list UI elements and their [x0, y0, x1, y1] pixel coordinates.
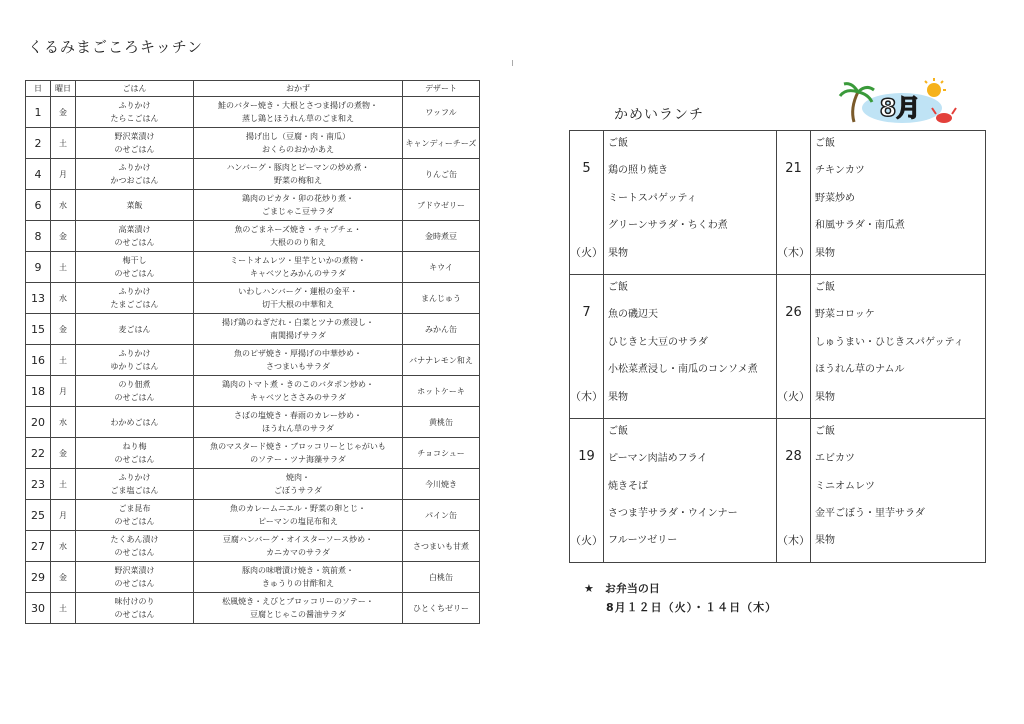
rice-line: かつおごはん	[110, 176, 159, 185]
lunch-weekday: （木）	[777, 533, 810, 547]
lunch-items-cell	[811, 131, 986, 275]
dessert-cell: パイン缶	[403, 500, 480, 531]
day-cell: 16	[26, 345, 51, 376]
table-row	[26, 190, 480, 221]
lunch-item: ミートスパゲッティ	[608, 192, 697, 204]
dish-cell	[194, 190, 403, 221]
dish-line: さばの塩焼き・春雨のカレー炒め・	[234, 411, 362, 420]
day-cell: 27	[26, 531, 51, 562]
dish-line: 鶏肉のピカタ・卯の花炒り煮・	[242, 194, 354, 203]
dessert-cell: みかん缶	[403, 314, 480, 345]
dish-line: ハンバーグ・豚肉とピーマンの炒め煮・	[226, 163, 370, 172]
dish-cell	[194, 562, 403, 593]
day-cell: 22	[26, 438, 51, 469]
rice-cell	[76, 438, 194, 469]
table-row	[26, 314, 480, 345]
day-cell: 18	[26, 376, 51, 407]
bento-day-dates: 8月１２日（火）・１４日（木）	[606, 601, 778, 614]
day-cell: 20	[26, 407, 51, 438]
weekday-cell: 土	[51, 345, 76, 376]
day-cell: 8	[26, 221, 51, 252]
column-header: デザート	[403, 81, 480, 97]
dish-cell	[194, 438, 403, 469]
lunch-item: 果物	[815, 391, 835, 403]
day-cell: 4	[26, 159, 51, 190]
lunch-table	[569, 130, 986, 563]
dessert-cell: 今川焼き	[403, 469, 480, 500]
rice-line: のせごはん	[114, 610, 155, 619]
dessert-cell: ブドウゼリー	[403, 190, 480, 221]
column-header: ごはん	[76, 81, 194, 97]
bento-day-heading: ★ お弁当の日	[584, 582, 660, 595]
rice-line: たらこごはん	[110, 114, 159, 123]
lunch-item: 果物	[608, 391, 628, 403]
weekday-cell: 金	[51, 221, 76, 252]
month-label: 8月	[879, 94, 921, 122]
rice-line: ふりかけ	[118, 349, 151, 358]
lunch-day-cell	[570, 131, 604, 275]
weekday-cell: 月	[51, 376, 76, 407]
dish-line: ミートオムレツ・里芋といかの煮物・	[230, 256, 366, 265]
rice-line: のせごはん	[114, 517, 155, 526]
table-row	[26, 221, 480, 252]
lunch-day-number: 26	[785, 304, 802, 320]
lunch-weekday: （火）	[777, 389, 810, 403]
day-cell: 29	[26, 562, 51, 593]
rice-line: 野沢菜漬け	[114, 566, 155, 575]
lunch-item: ご飯	[815, 138, 835, 149]
rice-cell	[76, 345, 194, 376]
lunch-items-cell	[604, 274, 777, 418]
lunch-item: 果物	[815, 535, 835, 547]
lunch-item: ご飯	[815, 281, 835, 293]
rice-line: 高菜漬け	[118, 225, 151, 234]
dish-line: 大根ののり和え	[270, 238, 326, 247]
rice-line: 菜飯	[126, 200, 143, 210]
day-cell: 15	[26, 314, 51, 345]
dish-line: 野菜の梅和え	[274, 176, 322, 185]
lunch-item: エビカツ	[815, 453, 855, 465]
dish-cell	[194, 593, 403, 624]
dish-line: 焼肉・	[286, 473, 310, 482]
day-cell: 13	[26, 283, 51, 314]
dish-cell	[194, 128, 403, 159]
dish-line: いわしハンバーグ・蓮根の金平・	[238, 287, 358, 296]
day-cell: 1	[26, 97, 51, 128]
rice-line: のせごはん	[114, 393, 155, 402]
lunch-day-cell	[570, 418, 604, 562]
lunch-row	[570, 131, 986, 275]
weekday-cell: 水	[51, 531, 76, 562]
lunch-item: ミニオムレツ	[815, 480, 875, 492]
lunch-item: ピーマン肉詰めフライ	[608, 453, 708, 465]
table-row	[26, 407, 480, 438]
lunch-item: ひじきと大豆のサラダ	[608, 336, 708, 348]
lunch-items-cell	[604, 418, 777, 562]
lunch-day-number: 5	[582, 161, 591, 176]
dish-cell	[194, 407, 403, 438]
menu-table	[25, 80, 480, 624]
weekday-cell: 水	[51, 407, 76, 438]
dish-line: 松風焼き・えびとブロッコリーのソテー・	[222, 597, 374, 606]
day-cell: 25	[26, 500, 51, 531]
rice-line: ふりかけ	[118, 473, 151, 482]
lunch-day-cell	[777, 418, 811, 562]
dish-line: キャベツとささみのサラダ	[250, 393, 346, 402]
dessert-cell: バナナレモン和え	[403, 345, 480, 376]
rice-line: のせごはん	[114, 269, 155, 278]
rice-line: ふりかけ	[118, 101, 151, 110]
lunch-item: 和風サラダ・南瓜煮	[815, 220, 905, 232]
lunch-item: 焼きそば	[608, 480, 648, 492]
rice-line: 梅干し	[122, 256, 147, 265]
lunch-title: かめいランチ	[614, 107, 704, 123]
rice-cell	[76, 376, 194, 407]
dish-line: 鮭のバター焼き・大根とさつま揚げの煮物・	[218, 101, 378, 110]
lunch-item: 果物	[608, 247, 628, 259]
weekday-cell: 土	[51, 593, 76, 624]
lunch-item: しゅうまい・ひじきスパゲッティ	[815, 336, 964, 348]
lunch-item: さつま芋サラダ・ウインナー	[608, 508, 738, 520]
dish-line: 豚肉の味噌漬け焼き・筑前煮・	[242, 566, 354, 575]
rice-line: たまごごはん	[110, 300, 159, 309]
lunch-weekday: （火）	[570, 245, 603, 259]
dish-line: ピーマンの塩昆布和え	[258, 517, 338, 526]
weekday-cell: 金	[51, 438, 76, 469]
rice-line: のせごはん	[114, 579, 155, 588]
rice-line: わかめごはん	[110, 417, 159, 427]
table-row	[26, 97, 480, 128]
table-row	[26, 531, 480, 562]
rice-line: ふりかけ	[118, 287, 151, 296]
lunch-item: ご飯	[608, 425, 628, 437]
weekday-cell: 土	[51, 469, 76, 500]
day-cell: 2	[26, 128, 51, 159]
rice-line: たくあん漬け	[110, 535, 159, 544]
rice-line: 味付けのり	[114, 597, 155, 606]
lunch-item: 金平ごぼう・里芋サラダ	[815, 508, 925, 520]
dessert-cell: キウイ	[403, 252, 480, 283]
dessert-cell: ワッフル	[403, 97, 480, 128]
dish-line: ごぼうサラダ	[274, 486, 322, 495]
lunch-item: 鶏の照り焼き	[608, 165, 668, 177]
dish-line: 豆腐ハンバーグ・オイスターソース炒め・	[222, 535, 374, 544]
table-row	[26, 345, 480, 376]
dish-line: 蒸し鶏とほうれん草のごま和え	[242, 114, 354, 123]
dish-line: 魚のピザ焼き・厚揚げの中華炒め・	[234, 349, 362, 358]
table-row	[26, 128, 480, 159]
dessert-cell: キャンディーチーズ	[403, 128, 480, 159]
table-row	[26, 283, 480, 314]
lunch-item: 小松菜煮浸し・南瓜のコンソメ煮	[608, 364, 758, 376]
day-cell: 30	[26, 593, 51, 624]
dish-line: キャベツとみかんのサラダ	[250, 269, 346, 278]
rice-line: のせごはん	[114, 548, 155, 557]
rice-line: ふりかけ	[118, 163, 151, 172]
lunch-item: ご飯	[608, 281, 628, 293]
table-row	[26, 500, 480, 531]
rice-cell	[76, 469, 194, 500]
lunch-weekday: （木）	[777, 245, 810, 259]
rice-cell	[76, 159, 194, 190]
rice-cell	[76, 314, 194, 345]
dish-cell	[194, 376, 403, 407]
rice-line: のせごはん	[114, 145, 155, 154]
table-row	[26, 438, 480, 469]
lunch-day-number: 19	[578, 448, 595, 464]
rice-cell	[76, 128, 194, 159]
table-row	[26, 562, 480, 593]
lunch-items-cell	[604, 131, 777, 275]
dish-line: 揚げ鶏のねぎだれ・白菜とツナの煮浸し・	[222, 318, 374, 327]
weekday-cell: 水	[51, 190, 76, 221]
dish-cell	[194, 97, 403, 128]
rice-cell	[76, 283, 194, 314]
weekday-cell: 土	[51, 128, 76, 159]
rice-cell	[76, 500, 194, 531]
dessert-cell: チョコシュー	[403, 438, 480, 469]
column-header: 曜日	[51, 81, 76, 97]
dish-line: 切干大根の中華和え	[262, 300, 334, 309]
rice-line: のり佃煮	[118, 380, 151, 389]
column-header: 日	[26, 81, 51, 97]
lunch-item: フルーツゼリー	[608, 535, 678, 547]
lunch-item: 野菜炒め	[815, 192, 855, 204]
dish-cell	[194, 314, 403, 345]
rice-line: 麦ごはん	[118, 324, 151, 334]
table-row	[26, 469, 480, 500]
lunch-item: ご飯	[608, 138, 628, 149]
rice-cell	[76, 562, 194, 593]
dessert-cell: りんご缶	[403, 159, 480, 190]
dish-line: 南関揚げサラダ	[270, 331, 326, 340]
weekday-cell: 月	[51, 159, 76, 190]
dish-line: のソテー・ツナ海藻サラダ	[250, 455, 346, 464]
rice-cell	[76, 252, 194, 283]
rice-line: のせごはん	[114, 238, 155, 247]
dish-line: さつまいもサラダ	[266, 362, 330, 371]
dish-line: おくらのおかかあえ	[262, 145, 334, 154]
lunch-day-number: 7	[582, 304, 591, 320]
lunch-row	[570, 418, 986, 562]
lunch-day-cell	[777, 131, 811, 275]
rice-cell	[76, 97, 194, 128]
dessert-cell: ひとくちゼリー	[403, 593, 480, 624]
lunch-day-cell	[570, 274, 604, 418]
lunch-item: 果物	[815, 247, 835, 259]
weekday-cell: 水	[51, 283, 76, 314]
dish-cell	[194, 283, 403, 314]
lunch-items-cell	[811, 418, 986, 562]
rice-line: のせごはん	[114, 455, 155, 464]
center-mark	[512, 60, 513, 66]
column-header: おかず	[194, 81, 403, 97]
rice-cell	[76, 221, 194, 252]
lunch-day-number: 28	[785, 448, 802, 464]
weekday-cell: 金	[51, 562, 76, 593]
lunch-item: ご飯	[815, 425, 835, 437]
page-title: くるみまごころキッチン	[28, 38, 203, 56]
lunch-items-cell	[811, 274, 986, 418]
dish-cell	[194, 159, 403, 190]
rice-cell	[76, 190, 194, 221]
lunch-weekday: （木）	[570, 389, 603, 403]
dish-line: きゅうりの甘酢和え	[262, 579, 334, 588]
lunch-item: ほうれん草のナムル	[815, 364, 905, 376]
weekday-cell: 土	[51, 252, 76, 283]
month-badge-illustration	[836, 78, 966, 130]
dish-line: 揚げ出し（豆腐・肉・南瓜）	[246, 132, 350, 141]
lunch-weekday: （火）	[570, 533, 603, 547]
dish-cell	[194, 531, 403, 562]
rice-cell	[76, 531, 194, 562]
lunch-day-number: 21	[785, 161, 802, 176]
dish-cell	[194, 252, 403, 283]
lunch-item: 野菜コロッケ	[815, 309, 875, 321]
dessert-cell: さつまいも甘煮	[403, 531, 480, 562]
weekday-cell: 金	[51, 97, 76, 128]
dessert-cell: 金時煮豆	[403, 221, 480, 252]
dish-cell	[194, 345, 403, 376]
dessert-cell: まんじゅう	[403, 283, 480, 314]
rice-line: ごま塩ごはん	[110, 486, 159, 495]
weekday-cell: 金	[51, 314, 76, 345]
rice-cell	[76, 407, 194, 438]
rice-line: 野沢菜漬け	[114, 132, 155, 141]
lunch-day-cell	[777, 274, 811, 418]
day-cell: 6	[26, 190, 51, 221]
rice-line: ゆかりごはん	[110, 362, 159, 371]
day-cell: 23	[26, 469, 51, 500]
table-row	[26, 159, 480, 190]
rice-line: ねり梅	[122, 442, 147, 451]
dish-cell	[194, 500, 403, 531]
table-row	[26, 376, 480, 407]
menu-table-header	[26, 81, 480, 97]
rice-line: ごま昆布	[118, 504, 151, 513]
table-row	[26, 252, 480, 283]
lunch-item: グリーンサラダ・ちくわ煮	[608, 220, 728, 232]
dish-line: 豆腐とじゃこの醤油サラダ	[250, 610, 346, 619]
table-row	[26, 593, 480, 624]
dessert-cell: 白桃缶	[403, 562, 480, 593]
dish-line: 魚のカレームニエル・野菜の卵とじ・	[230, 504, 366, 513]
lunch-row	[570, 274, 986, 418]
dessert-cell: ホットケーキ	[403, 376, 480, 407]
dish-cell	[194, 469, 403, 500]
weekday-cell: 月	[51, 500, 76, 531]
dish-line: ほうれん草のサラダ	[262, 424, 334, 433]
dish-cell	[194, 221, 403, 252]
day-cell: 9	[26, 252, 51, 283]
dish-line: 鶏肉のトマト煮・きのこのバタポン炒め・	[222, 380, 374, 389]
dessert-cell: 黄桃缶	[403, 407, 480, 438]
dish-line: カニカマのサラダ	[266, 548, 330, 557]
dish-line: 魚のマスタード焼き・ブロッコリーとじゃがいも	[210, 442, 386, 451]
lunch-item: 魚の磯辺天	[608, 309, 658, 321]
dish-line: 魚のごまネーズ焼き・チャプチェ・	[234, 225, 362, 234]
lunch-item: チキンカツ	[815, 165, 865, 177]
dish-line: ごまじゃこ豆サラダ	[262, 207, 334, 216]
rice-cell	[76, 593, 194, 624]
